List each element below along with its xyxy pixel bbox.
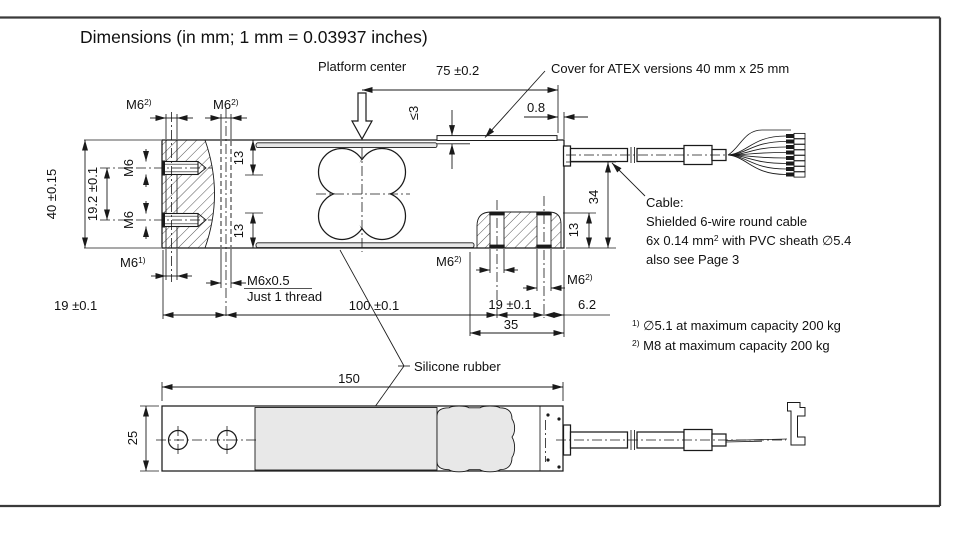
bottom-silicone-strip — [256, 243, 474, 248]
footnotes — [632, 318, 841, 353]
bottom-view — [125, 371, 805, 472]
dim-19-right-label: 19 ±0.1 — [488, 297, 532, 312]
dim-m6-side — [121, 149, 146, 239]
thread-label-m6-2-right2: M6$^{2)}$ — [567, 272, 593, 287]
dim-13-right-label: 13 — [566, 222, 581, 238]
dim-right-holes — [436, 249, 593, 291]
thread-label-m6-side-bottom: M6 — [121, 210, 136, 230]
dim-0-8 — [524, 100, 588, 139]
dim-top-holes — [126, 97, 247, 139]
right-block-section — [477, 212, 561, 248]
dim-le3-label: ≤3 — [406, 105, 421, 121]
footnote-2: $^{2)}$ M8 at maximum capacity 200 kg — [632, 338, 830, 353]
dim-19-2 — [85, 167, 107, 221]
dim-25-label: 25 — [125, 430, 140, 446]
cover-note-label: Cover for ATEX versions 40 mm x 25 mm — [551, 61, 790, 76]
dim-40 — [44, 140, 161, 248]
cable-note-line4: also see Page 3 — [646, 252, 740, 267]
connector-edge-view — [788, 403, 806, 446]
dim-13-right — [563, 213, 596, 248]
cable-note-line3: 6x 0.14 $mm^2$ with PVC sheath ∅5.4 — [646, 233, 852, 248]
dim-19-left-label: 19 ±0.1 — [54, 298, 98, 313]
dim-150 — [162, 371, 563, 401]
dim-m6-1 — [120, 249, 192, 280]
cable-bottom-view — [556, 403, 805, 456]
dim-75-label: 75 ±0.2 — [436, 63, 480, 78]
dim-13-bottom-label: 13 — [231, 223, 246, 239]
atex-cover-plate — [437, 136, 557, 141]
silicone-area — [255, 408, 437, 471]
potting-blob — [437, 406, 515, 472]
top-silicone-strip — [256, 143, 437, 148]
dim-100-label: 100 ±0.1 — [348, 298, 400, 313]
thread-label-m6-2-top1: M6$^{2)}$ — [126, 97, 152, 112]
thread-label-m6-side-top: M6 — [121, 158, 136, 178]
dim-40-label: 40 ±0.15 — [44, 168, 59, 220]
dim-m6x05 — [206, 249, 322, 304]
thread-label-m6x05: M6x0.5 — [247, 273, 290, 288]
cable-side-view — [564, 130, 806, 177]
dim-25 — [125, 406, 159, 471]
dim-0-8-label: 0.8 — [527, 100, 546, 115]
dim-19-2-label: 19.2 ±0.1 — [85, 166, 100, 222]
thread-label-m6-1: M6$^{1)}$ — [120, 255, 146, 270]
silicone-leader — [340, 250, 501, 418]
thread-label-m6-2-top2: M6$^{2)}$ — [213, 97, 239, 112]
left-block-section — [162, 140, 215, 248]
platform-center-label: Platform center — [318, 59, 407, 74]
main-view — [44, 59, 851, 418]
silicone-label: Silicone rubber — [414, 359, 501, 374]
cable-note-line2: Shielded 6-wire round cable — [646, 214, 808, 229]
page-title: Dimensions (in mm; 1 mm = 0.03937 inches) — [80, 27, 428, 47]
dim-6-2-label: 6.2 — [578, 297, 597, 312]
footnote-1: $^{1)}$ ∅5.1 at maximum capacity 200 kg — [632, 318, 841, 333]
dim-150-label: 150 — [338, 371, 360, 386]
cable-note-title: Cable: — [646, 195, 684, 210]
cable-note — [612, 163, 851, 267]
thread-label-m6-2-right1: M6$^{2)}$ — [436, 254, 462, 269]
dim-34-label: 34 — [586, 189, 601, 205]
platform-center-arrow — [352, 93, 372, 139]
just-one-thread-label: Just 1 thread — [247, 289, 323, 304]
dim-35-label: 35 — [503, 317, 519, 332]
dim-13-top-label: 13 — [231, 150, 246, 166]
wire-terminals — [728, 130, 805, 177]
